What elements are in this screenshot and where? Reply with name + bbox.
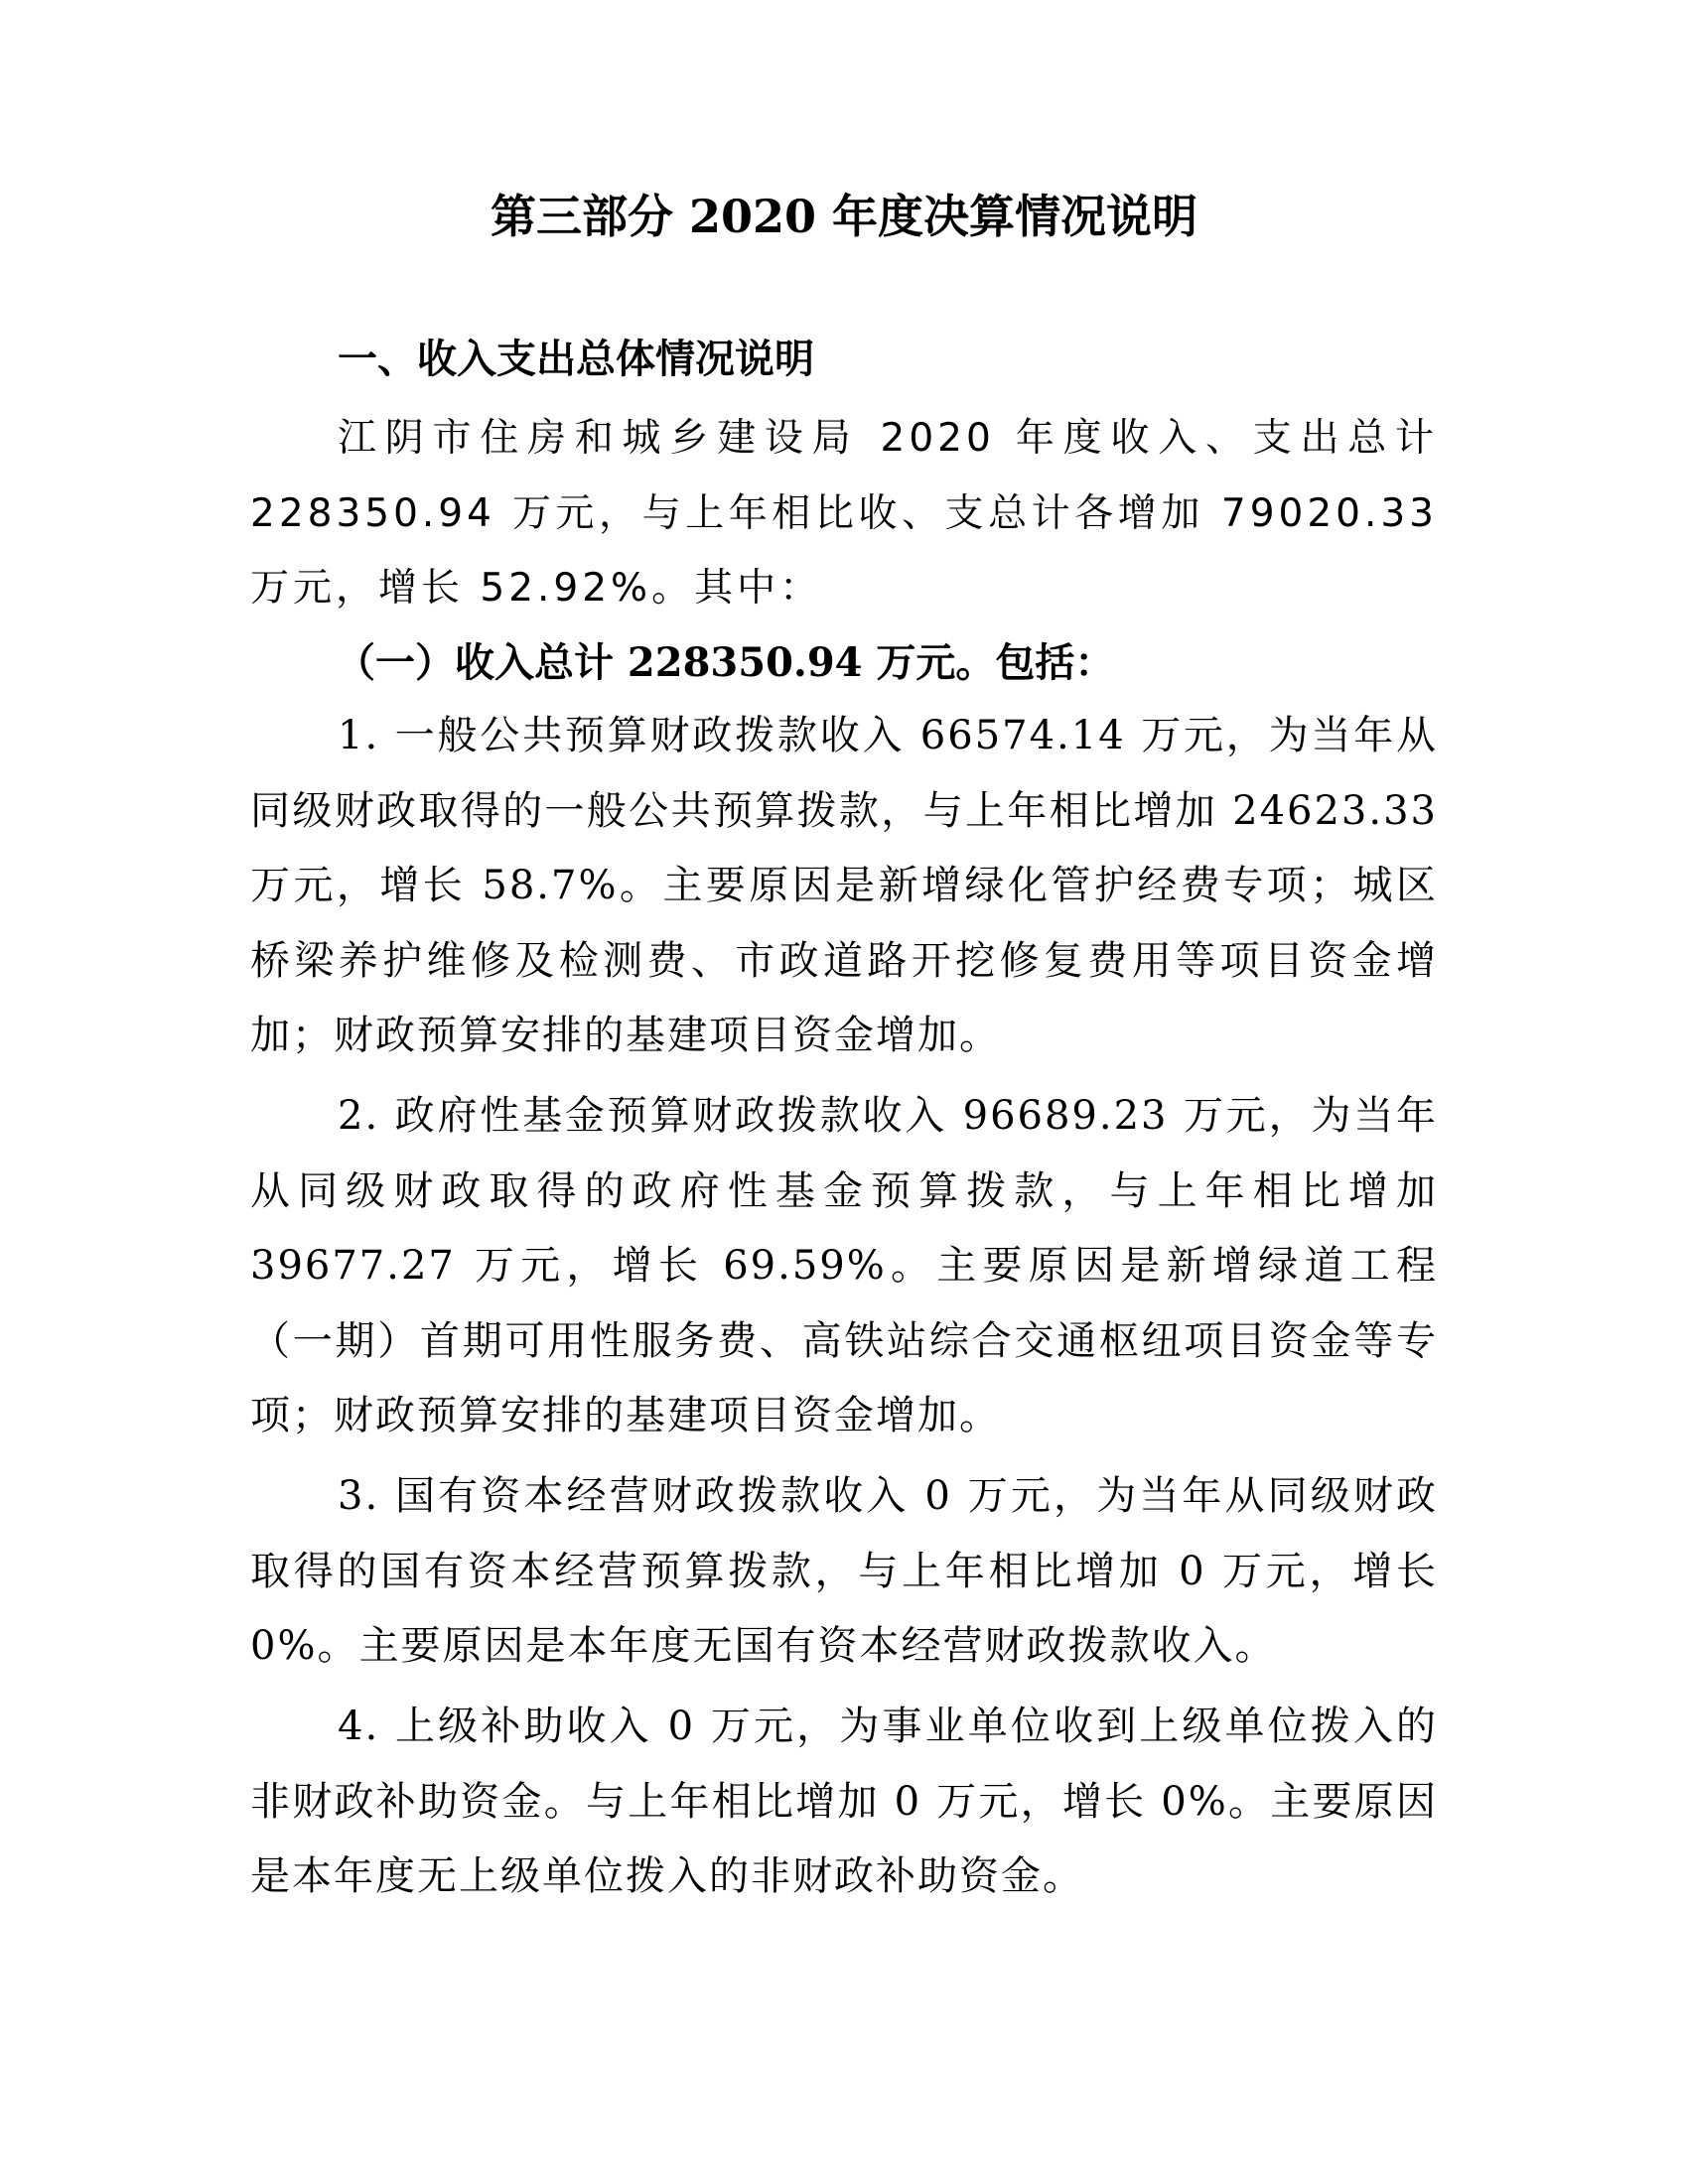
page-title: 第三部分 2020 年度决算情况说明 [490, 190, 1198, 243]
income-item-1: 1. 一般公共预算财政拨款收入 66574.14 万元，为当年从同级财政取得的一般公共预算拨款，与上年相比增加 24623.33 万元，增长 58.7%。主要原因是新增绿化管护经费专项；城区桥梁养护维修及检测费、市政道路开挖修复费用等项目资金增加；财政预算安排的基建项目资金增加。 [250, 713, 1438, 1058]
intro-paragraph: 江阴市住房和城乡建设局 2020 年度收入、支出总计 228350.94 万元，与上年相比收、支总计各增加 79020.33 万元，增长 52.92%。其中： [250, 416, 1438, 611]
income-item-4: 4. 上级补助收入 0 万元，为事业单位收到上级单位拨入的非财政补助资金。与上年相比增加 0 万元，增长 0%。主要原因是本年度无上级单位拨入的非财政补助资金。 [250, 1704, 1438, 1899]
income-item-3: 3. 国有资本经营财政拨款收入 0 万元，为当年从同级财政取得的国有资本经营预算拨款，与上年相比增加 0 万元，增长 0%。主要原因是本年度无国有资本经营财政拨款收入。 [250, 1473, 1438, 1669]
income-item-2: 2. 政府性基金预算财政拨款收入 96689.23 万元，为当年从同级财政取得的政府性基金预算拨款，与上年相比增加 39677.27 万元，增长 69.59%。主要原因是新增绿道工程（一期）首期可用性服务费、高铁站综合交通枢纽项目资金等专项；财政预算安排的基建项目资金增加。 [250, 1093, 1438, 1438]
income-heading: （一）收入总计 228350.94 万元。包括： [336, 639, 1115, 686]
section-heading: 一、收入支出总体情况说明 [338, 336, 814, 382]
